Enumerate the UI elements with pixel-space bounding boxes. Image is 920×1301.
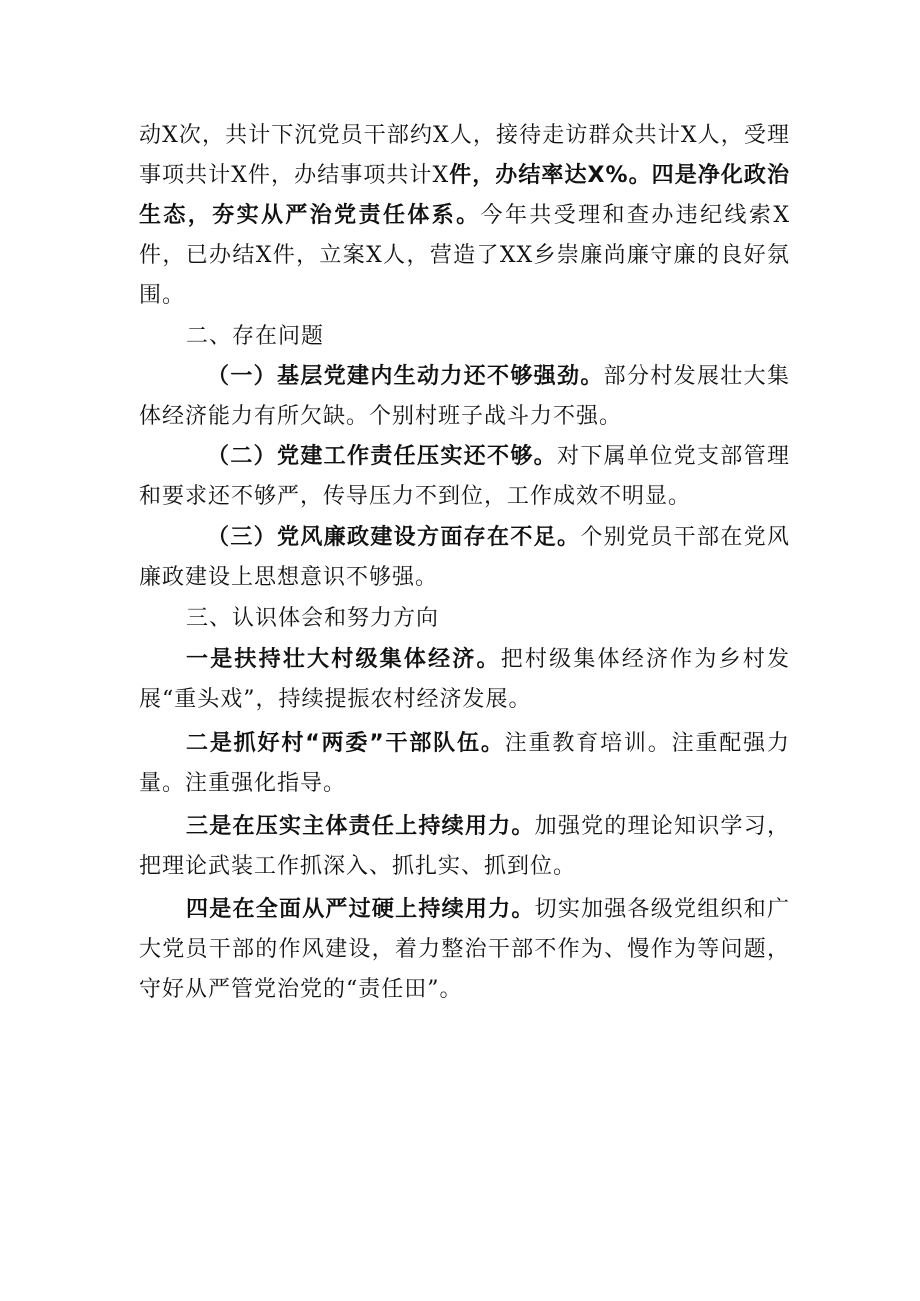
- problem-item-1: [139, 357, 790, 437]
- section-heading-problems: 二、存在问题: [186, 324, 325, 349]
- direction-item-4-text: 切实加强各级党组织和广大党员干部的作风建设，着力整治干部不作为、慢作为等问题，守好从严管党治党的“责任田”。: [139, 897, 790, 1002]
- section-heading-directions: 三、认识体会和努力方向: [186, 606, 440, 631]
- problem-item-2: [139, 437, 790, 517]
- problem-item-3-text: 个别党员干部在党风廉政建设上思想意识不够强。: [139, 525, 790, 590]
- problem-item-3: [139, 518, 790, 598]
- continuation-paragraph: [139, 116, 790, 316]
- direction-item-2: [139, 724, 790, 804]
- direction-item-3-title: 三是在压实主体责任上持续用力。: [186, 814, 535, 839]
- continuation-text-1: 动X次，共计下沉党员干部约X人，接待走访群众共计X人，受理事项共计X件，办结事项共计X: [139, 123, 790, 188]
- problem-item-2-title: （二）党建工作责任压实还不够。: [207, 444, 557, 469]
- continuation-bold: 件，办结率达X%。四是净化政治生态，夯实从严治党责任体系。: [139, 163, 790, 228]
- direction-item-1-text: 把村级集体经济作为乡村发展“重头戏”，持续提振农村经济发展。: [139, 647, 790, 712]
- continuation-text-2: 今年共受理和查办违纪线索X件，已办结X件，立案X人，营造了XX乡崇廉尚廉守廉的良好氛围。: [139, 203, 790, 308]
- problem-item-1-text: 部分村发展壮大集体经济能力有所欠缺。个别村班子战斗力不强。: [139, 364, 790, 429]
- problem-item-1-title: （一）基层党建内生动力还不够强劲。: [207, 364, 604, 389]
- direction-item-3-text: 加强党的理论知识学习，把理论武装工作抓深入、抓扎实、抓到位。: [139, 814, 790, 879]
- direction-item-3: [139, 807, 790, 887]
- direction-item-4-title: 四是在全面从严过硬上持续用力。: [186, 897, 535, 922]
- direction-item-1: [139, 640, 790, 720]
- problem-item-2-text: 对下属单位党支部管理和要求还不够严，传导压力不到位，工作成效不明显。: [139, 444, 790, 509]
- direction-item-1-title: 一是扶持壮大村级集体经济。: [186, 647, 501, 672]
- direction-item-2-title: 二是抓好村“两委”干部队伍。: [186, 731, 505, 756]
- problem-item-3-title: （三）党风廉政建设方面存在不足。: [207, 525, 581, 550]
- direction-item-4: [139, 890, 790, 1010]
- direction-item-2-text: 注重教育培训。注重配强力量。注重强化指导。: [139, 731, 790, 796]
